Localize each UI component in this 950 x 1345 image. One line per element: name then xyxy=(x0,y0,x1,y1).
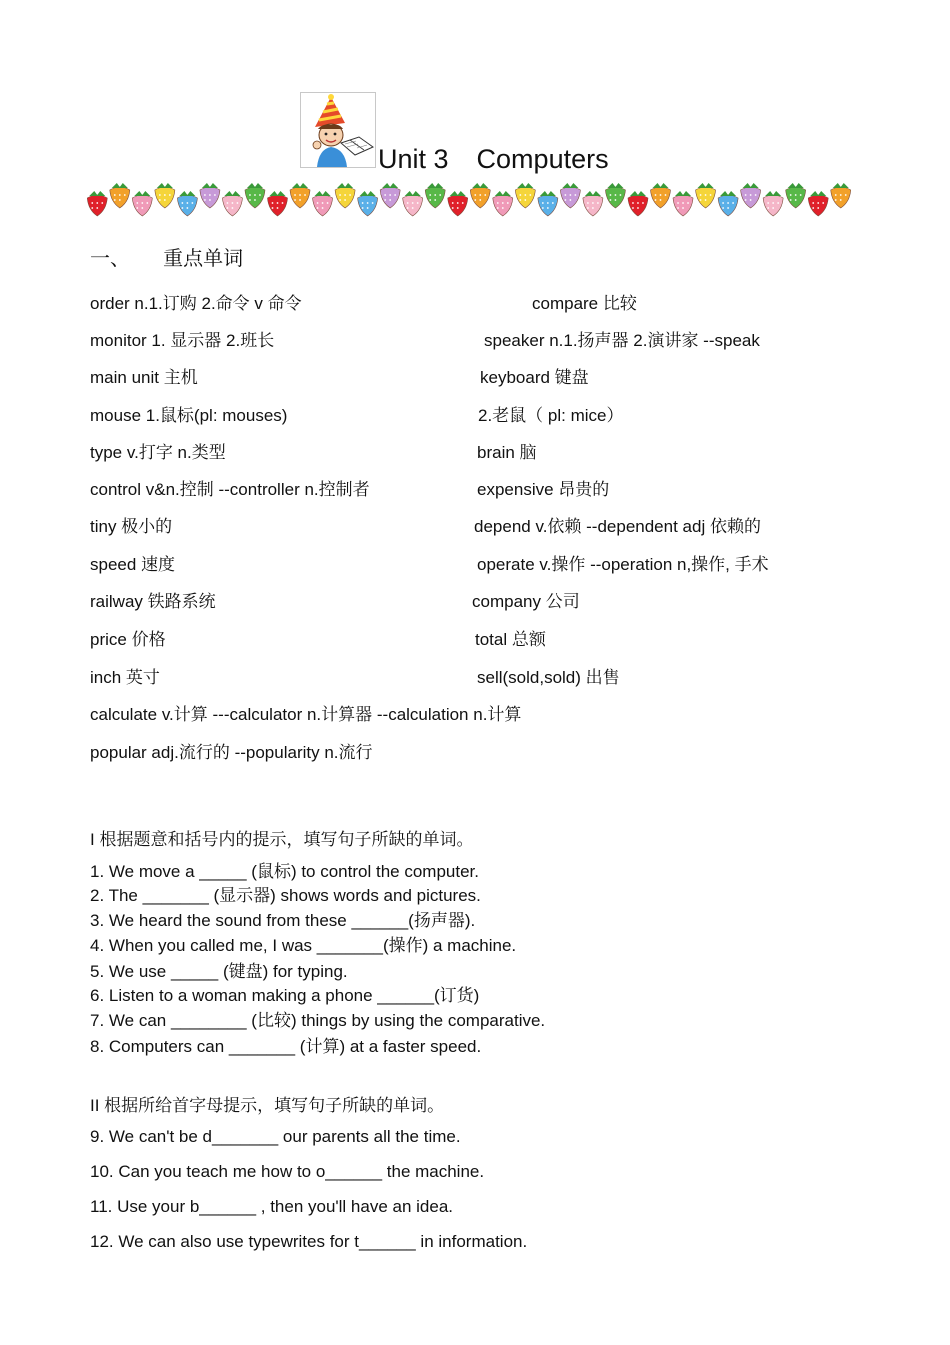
strawberry-icon xyxy=(110,183,130,208)
vocab-left-11: calculate v.计算 ---calculator n.计算器 --calculation n.计算 xyxy=(90,705,522,724)
title-unit: Unit 3 xyxy=(378,144,449,174)
vocab-left-0: order n.1.订购 2.命令 v 命令 xyxy=(90,294,302,313)
strawberry-border xyxy=(86,176,852,218)
strawberry-icon xyxy=(313,191,333,216)
vocab-right-0: compare 比较 xyxy=(532,294,637,313)
strawberry-icon xyxy=(470,183,490,208)
strawberry-icon xyxy=(515,183,535,208)
vocab-right-10: sell(sold,sold) 出售 xyxy=(477,668,620,687)
strawberry-icon xyxy=(741,183,761,208)
vocab-left-3: mouse 1.鼠标(pl: mouses) xyxy=(90,406,288,425)
part1-instruction: I 根据题意和括号内的提示，填写句子所缺的单词。 xyxy=(90,830,474,849)
strawberry-icon xyxy=(605,183,625,208)
vocab-right-5: expensive 昂贵的 xyxy=(477,480,610,499)
page-title xyxy=(378,144,609,175)
exercise-item-11: 11. Use your b______ , then you'll have an idea. xyxy=(90,1197,454,1216)
exercise-item-4: 4. When you called me, I was _______(操作) a machine. xyxy=(90,936,517,955)
vocab-left-7: speed 速度 xyxy=(90,555,176,574)
exercise-item-9: 9. We can't be d_______ our parents all the time. xyxy=(90,1127,461,1146)
exercise-item-7: 7. We can ________ (比较) things by using the comparative. xyxy=(90,1011,546,1030)
strawberry-icon xyxy=(358,191,378,216)
clipart-child-reading xyxy=(300,92,376,168)
strawberry-icon xyxy=(245,183,265,208)
vocab-left-9: price 价格 xyxy=(90,630,166,649)
exercise-item-8: 8. Computers can _______ (计算) at a faster speed. xyxy=(90,1037,482,1056)
title-topic: Computers xyxy=(476,144,609,174)
vocab-left-8: railway 铁路系统 xyxy=(90,592,216,611)
strawberry-icon xyxy=(335,183,355,208)
strawberry-icon xyxy=(808,191,828,216)
strawberry-icon xyxy=(222,191,242,216)
vocab-right-3: 2.老鼠（ pl: mice） xyxy=(478,406,624,425)
strawberry-icon xyxy=(200,183,220,208)
strawberry-icon xyxy=(448,191,468,216)
strawberry-icon xyxy=(763,191,783,216)
vocab-right-6: depend v.依赖 --dependent adj 依赖的 xyxy=(474,517,761,536)
strawberry-icon xyxy=(831,183,851,208)
strawberry-icon xyxy=(177,191,197,216)
section-number: 一、 xyxy=(90,248,130,270)
section-title: 重点单词 xyxy=(163,248,244,270)
exercise-item-2: 2. The _______ (显示器) shows words and pictures. xyxy=(90,886,481,905)
vocab-right-9: total 总额 xyxy=(475,630,546,649)
vocab-left-2: main unit 主机 xyxy=(90,368,198,387)
exercise-item-1: 1. We move a _____ (鼠标) to control the computer. xyxy=(90,862,479,881)
strawberry-icon xyxy=(560,183,580,208)
vocab-left-4: type v.打字 n.类型 xyxy=(90,443,226,462)
vocab-right-7: operate v.操作 --operation n,操作, 手术 xyxy=(477,555,769,574)
vocab-left-1: monitor 1. 显示器 2.班长 xyxy=(90,331,275,350)
strawberry-icon xyxy=(403,191,423,216)
exercise-item-12: 12. We can also use typewrites for t______ in information. xyxy=(90,1232,528,1251)
strawberry-icon xyxy=(155,183,175,208)
strawberry-icon xyxy=(673,191,693,216)
strawberry-icon xyxy=(696,183,716,208)
vocab-right-1: speaker n.1.扬声器 2.演讲家 --speak xyxy=(484,331,760,350)
strawberry-icon xyxy=(380,183,400,208)
strawberry-icon xyxy=(87,191,107,216)
vocab-left-12: popular adj.流行的 --popularity n.流行 xyxy=(90,743,373,762)
strawberry-icon xyxy=(583,191,603,216)
strawberry-icon xyxy=(132,191,152,216)
vocab-left-6: tiny 极小的 xyxy=(90,517,173,536)
exercise-item-6: 6. Listen to a woman making a phone ______(订货) xyxy=(90,986,480,1005)
strawberry-icon xyxy=(268,191,288,216)
exercise-item-5: 5. We use _____ (键盘) for typing. xyxy=(90,962,348,981)
strawberry-icon xyxy=(786,183,806,208)
strawberry-icon xyxy=(651,183,671,208)
vocab-right-4: brain 脑 xyxy=(477,443,537,462)
vocab-left-10: inch 英寸 xyxy=(90,668,160,687)
exercise-item-3: 3. We heard the sound from these ______(扬声器). xyxy=(90,911,476,930)
vocab-left-5: control v&n.控制 --controller n.控制者 xyxy=(90,480,370,499)
vocab-right-8: company 公司 xyxy=(472,592,580,611)
strawberry-icon xyxy=(538,191,558,216)
strawberry-icon xyxy=(718,191,738,216)
section-heading xyxy=(90,242,243,271)
strawberry-icon xyxy=(628,191,648,216)
strawberry-icon xyxy=(425,183,445,208)
exercise-item-10: 10. Can you teach me how to o______ the machine. xyxy=(90,1162,485,1181)
strawberry-icon xyxy=(493,191,513,216)
strawberry-icon xyxy=(290,183,310,208)
part2-instruction: II 根据所给首字母提示，填写句子所缺的单词。 xyxy=(90,1096,445,1115)
vocab-right-2: keyboard 键盘 xyxy=(480,368,589,387)
